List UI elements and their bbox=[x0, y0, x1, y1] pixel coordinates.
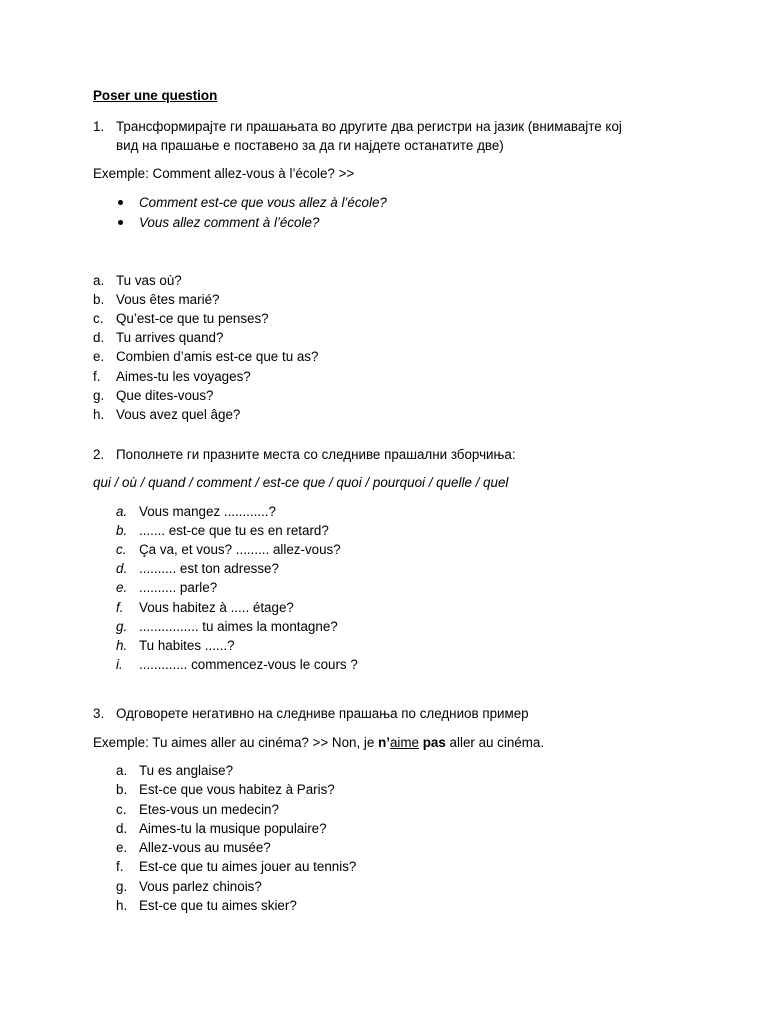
example-answer-2: Vous allez comment à l’école? bbox=[139, 215, 320, 230]
list-item: e. .......... parle? bbox=[116, 580, 218, 595]
example-answer-1: Comment est-ce que vous allez à l’école? bbox=[139, 195, 387, 210]
list-item: c. Qu’est-ce que tu penses? bbox=[93, 311, 269, 326]
exercise-1-example: Exemple: Comment allez-vous à l’école? >> bbox=[93, 166, 355, 181]
exercise-1-number: 1. bbox=[93, 119, 105, 134]
list-item: c. Ça va, et vous? ......... allez-vous? bbox=[116, 542, 341, 557]
list-item: f. Vous habitez à ..... étage? bbox=[116, 600, 294, 615]
exercise-1-instruction-line-1: Трансформирајте ги прашањата во другите два регистри на јазик (внимавајте кој bbox=[116, 119, 622, 134]
list-item: b. Vous êtes marié? bbox=[93, 292, 220, 307]
list-item: a. Tu es anglaise? bbox=[116, 763, 234, 778]
list-item: f. Est-ce que tu aimes jouer au tennis? bbox=[116, 859, 357, 874]
list-item: i. ............. commencez-vous le cours ? bbox=[116, 657, 358, 672]
exercise-1-instruction-line-2: вид на прашање е поставено за да ги најдете останатите две) bbox=[116, 138, 504, 153]
word-bank: qui / où / quand / comment / est-ce que / quoi / pourquoi / quelle / quel bbox=[93, 475, 509, 490]
list-item: a. Tu vas où? bbox=[93, 273, 182, 288]
exercise-3-instruction: Одговорете негативно на следниве прашања по следниов пример bbox=[116, 706, 529, 721]
list-item: h. Vous avez quel âge? bbox=[93, 407, 241, 422]
list-item: e. Allez-vous au musée? bbox=[116, 840, 271, 855]
list-item: h. Tu habites ......? bbox=[116, 638, 235, 653]
list-item: f. Aimes-tu les voyages? bbox=[93, 369, 251, 384]
list-item: b. Est-ce que vous habitez à Paris? bbox=[116, 782, 335, 797]
list-item: e. Combien d’amis est-ce que tu as? bbox=[93, 349, 319, 364]
list-item: c. Etes-vous un medecin? bbox=[116, 802, 279, 817]
exercise-2-instruction: Пополнете ги празните места со следниве прашални зборчиња: bbox=[116, 447, 516, 462]
list-item: d. Tu arrives quand? bbox=[93, 330, 224, 345]
page-title: Poser une question bbox=[93, 88, 218, 103]
exercise-3-example: Exemple: Tu aimes aller au cinéma? >> Non, je n’aime pas aller au cinéma. bbox=[93, 735, 545, 750]
list-item: d. Aimes-tu la musique populaire? bbox=[116, 821, 327, 836]
exercise-2-number: 2. bbox=[93, 447, 105, 462]
list-item: g. Que dites-vous? bbox=[93, 388, 214, 403]
exercise-3-number: 3. bbox=[93, 706, 105, 721]
list-item: b. ....... est-ce que tu es en retard? bbox=[116, 523, 329, 538]
bullet-icon bbox=[118, 200, 123, 205]
bullet-icon bbox=[118, 220, 123, 225]
list-item: a. Vous mangez ............? bbox=[116, 504, 276, 519]
list-item: d. .......... est ton adresse? bbox=[116, 561, 279, 576]
list-item: g. ................ tu aimes la montagne? bbox=[116, 619, 338, 634]
list-item: g. Vous parlez chinois? bbox=[116, 879, 262, 894]
list-item: h. Est-ce que tu aimes skier? bbox=[116, 898, 297, 913]
